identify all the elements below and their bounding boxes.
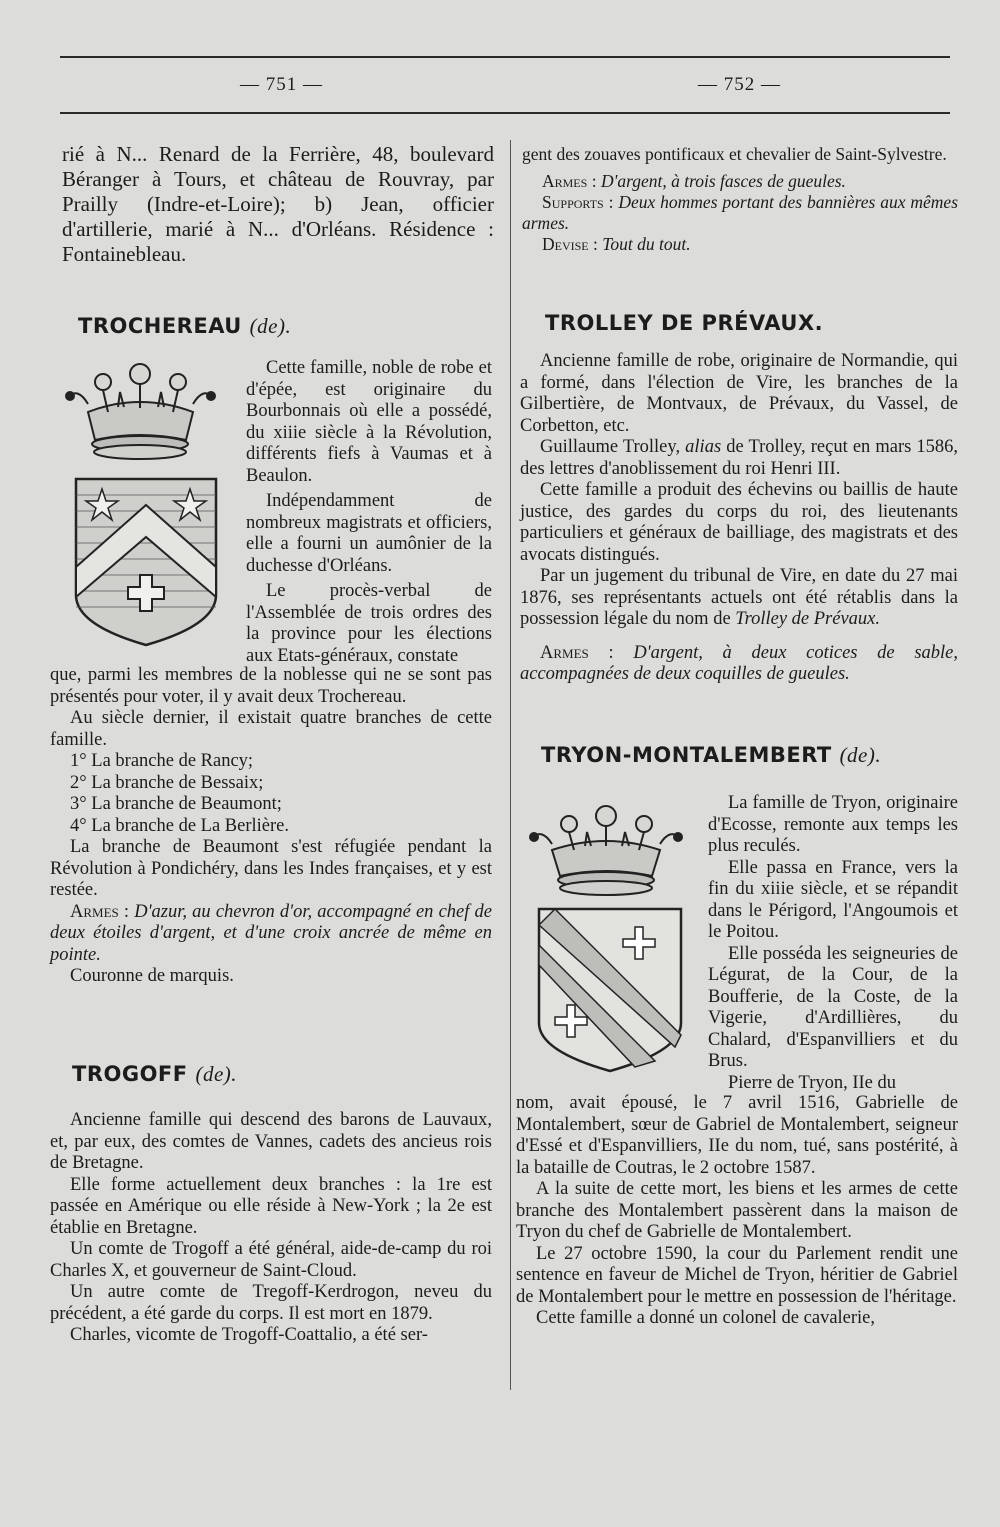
left-intro (62, 142, 494, 267)
trochereau-heading (78, 314, 291, 339)
trolley-p4-name: Trolley de Prévaux. (735, 609, 880, 629)
trochereau-p3-cont: que, parmi les membres de la noblesse qui ne se sont pas présentés pour voter, il y avait deux Trochereau. (50, 665, 492, 707)
trogoff-particle: (de). (195, 1062, 238, 1086)
right-intro-text: gent des zouaves pontificaux et chevalier de Saint-Sylvestre. (522, 144, 947, 164)
trogoff-heading (72, 1062, 237, 1087)
right-intro-devise (522, 234, 958, 255)
tryon-shield-icon (535, 905, 685, 1075)
tryon-p3: Elle posséda les seigneuries de Légurat, de la Cour, de la Boufferie, de la Coste, de la Vigerie, d'Ardillières, du Chalard, d'Espanvilliers et du Brus. (708, 943, 958, 1071)
trochereau-branch-1: 1° La branche de Rancy; (70, 751, 254, 771)
trolley-p1: Ancienne famille de robe, originaire de Normandie, qui a formé, dans l'élection de Vire, les branches de la Gilbertière, de Montvaux, de Prévaux, du Vassel, de Corbetton, etc. (520, 351, 958, 436)
trolley-body (520, 351, 958, 686)
devise-label: Devise : (542, 234, 598, 254)
trolley-p2-a: Guillaume Trolley, (540, 437, 681, 457)
right-intro (522, 144, 958, 255)
tryon-p6: Le 27 octobre 1590, la cour du Parlement rendit une sentence en faveur de Michel de Tryon, héritier de Gabriel de Montalembert pour le mettre en possession de l'héritage. (516, 1243, 958, 1307)
trochereau-couronne: Couronne de marquis. (70, 966, 234, 986)
armes-text: D'azur, au chevron d'or, accompagné en chef de deux étoiles d'argent, et d'une croix ancrée de même en pointe. (50, 901, 492, 965)
trolley-p4 (520, 566, 958, 631)
trolley-p2-alias: alias (685, 437, 722, 457)
trochereau-shield-icon (72, 475, 220, 650)
trogoff-body (50, 1110, 492, 1347)
trochereau-armes (50, 902, 492, 967)
tryon-crown-icon (522, 798, 690, 898)
trolley-name: TROLLEY DE PRÉVAUX. (545, 311, 824, 335)
trogoff-p4: Un autre comte de Tregoff-Kerdrogon, neveu du précédent, a été garde du corps. Il est mort en 1879. (50, 1282, 492, 1324)
tryon-p5: A la suite de cette mort, les biens et les armes de cette branche des Montalembert passèrent dans la maison de Tryon du chef de Gabrielle de Montalembert. (516, 1179, 958, 1242)
intro-armes-text: D'argent, à trois fasces de gueules. (600, 171, 846, 191)
tryon-p7: Cette famille a donné un colonel de cavalerie, (536, 1308, 876, 1328)
trochereau-p4: Au siècle dernier, il existait quatre branches de cette famille. (50, 708, 492, 750)
trochereau-branch-4: 4° La branche de La Berlière. (70, 815, 290, 836)
top-rule (60, 56, 950, 58)
trogoff-p5: Charles, vicomte de Trogoff-Coattalio, a été ser- (70, 1325, 428, 1345)
tryon-side-text (708, 793, 958, 1094)
trogoff-p3: Un comte de Trogoff a été général, aide-de-camp du roi Charles X, et gouverneur de Saint-Cloud. (50, 1239, 492, 1281)
header-rule (60, 112, 950, 114)
tryon-p2: Elle passa en France, vers la fin du xiiie siècle, et se répandit dans le Périgord, l'Angoumois et le Poitou. (708, 857, 958, 942)
trogoff-p2: Elle forme actuellement deux branches : la 1re est passée en Amérique ou elle réside à New-York ; la 2e est établie en Bretagne. (50, 1174, 492, 1238)
trolley-armes (520, 643, 958, 686)
tryon-p1: La famille de Tryon, originaire d'Ecosse, remonte aux temps les plus reculés. (708, 793, 958, 856)
right-page-number: — 752 — (698, 74, 781, 95)
trolley-p2 (520, 437, 958, 480)
trochereau-branch-2: 2° La branche de Bessaix; (70, 772, 264, 793)
trolley-armes-label: Armes : (540, 642, 614, 663)
trochereau-name: TROCHEREAU (78, 314, 242, 338)
marquis-crown-icon (58, 352, 223, 462)
tryon-heading (541, 743, 881, 768)
devise-text: Tout du tout. (602, 234, 691, 254)
trochereau-body (50, 665, 492, 988)
trochereau-p3: Le procès-verbal de l'Assemblée de trois ordres des la province pour les élections aux Etats-généraux, constate (246, 581, 492, 666)
intro-armes-label: Armes : (542, 171, 597, 191)
trolley-p2-b: de Trolley, reçut en mars 1586, des lettres d'anoblissement du roi Henri III. (520, 437, 959, 479)
supports-label: Supports : (542, 192, 614, 212)
left-intro-text: rié à N... Renard de la Ferrière, 48, boulevard Béranger à Tours, et château de Rouvray, par Prailly (Indre-et-Loire); b) Jean, officier d'artillerie, marié à N... d'Orléans. Résidence : Fontainebleau. (62, 142, 494, 266)
left-page-number: — 751 — (240, 74, 323, 95)
trochereau-p2: Indépendamment de nombreux magistrats et officiers, elle a fourni un aumônier de la duchesse d'Orléans. (246, 491, 492, 576)
tryon-name: TRYON-MONTALEMBERT (541, 743, 832, 767)
armes-label: Armes : (70, 901, 130, 922)
tryon-p4b: nom, avait épousé, le 7 avril 1516, Gabrielle de Montalembert, sœur de Gabriel de Montalembert, seigneur d'Essé et d'Espanvilliers, IIe du nom, tué, sans postérité, à la bataille de Coutras, le 2 octobre 1587. (516, 1093, 958, 1178)
trochereau-particle: (de). (249, 314, 292, 338)
right-intro-armes (522, 171, 958, 192)
trolley-heading (545, 311, 823, 335)
tryon-body (516, 1093, 958, 1330)
trochereau-branch-3: 3° La branche de Beaumont; (70, 794, 282, 814)
tryon-p4a: Pierre de Tryon, IIe du (728, 1072, 897, 1093)
trolley-armes-text: D'argent, à deux cotices de sable, accompagnées de deux coquilles de gueules. (520, 642, 959, 684)
trochereau-p5: La branche de Beaumont s'est réfugiée pendant la Révolution à Pondichéry, dans les Indes françaises, et y est restée. (50, 837, 492, 900)
trolley-p4-text: Par un jugement du tribunal de Vire, en date du 27 mai 1876, ses représentants actuels ont été rétablis dans la possession légale du nom de (520, 566, 958, 629)
supports-text: Deux hommes portant des bannières aux mêmes armes. (522, 192, 959, 233)
tryon-particle: (de). (839, 743, 882, 767)
trochereau-p1: Cette famille, noble de robe et d'épée, est originaire du Bourbonnais où elle a possédé, du xiiie siècle à la Révolution, différents fiefs à Vaumas et à Beaulon. (246, 358, 492, 486)
trolley-p3: Cette famille a produit des échevins ou baillis de haute justice, des gardes du corps du roi, des lieutenants particuliers et généraux de bailliage, des magistrats et des avocats distingués. (520, 480, 958, 565)
trogoff-name: TROGOFF (72, 1062, 188, 1086)
column-divider (510, 140, 511, 1390)
right-intro-supports (522, 192, 958, 234)
trogoff-p1: Ancienne famille qui descend des barons de Lauvaux, et, par eux, des comtes de Vannes, cadets des ancieus rois de Bretagne. (50, 1110, 492, 1173)
trochereau-side-text (246, 358, 492, 667)
